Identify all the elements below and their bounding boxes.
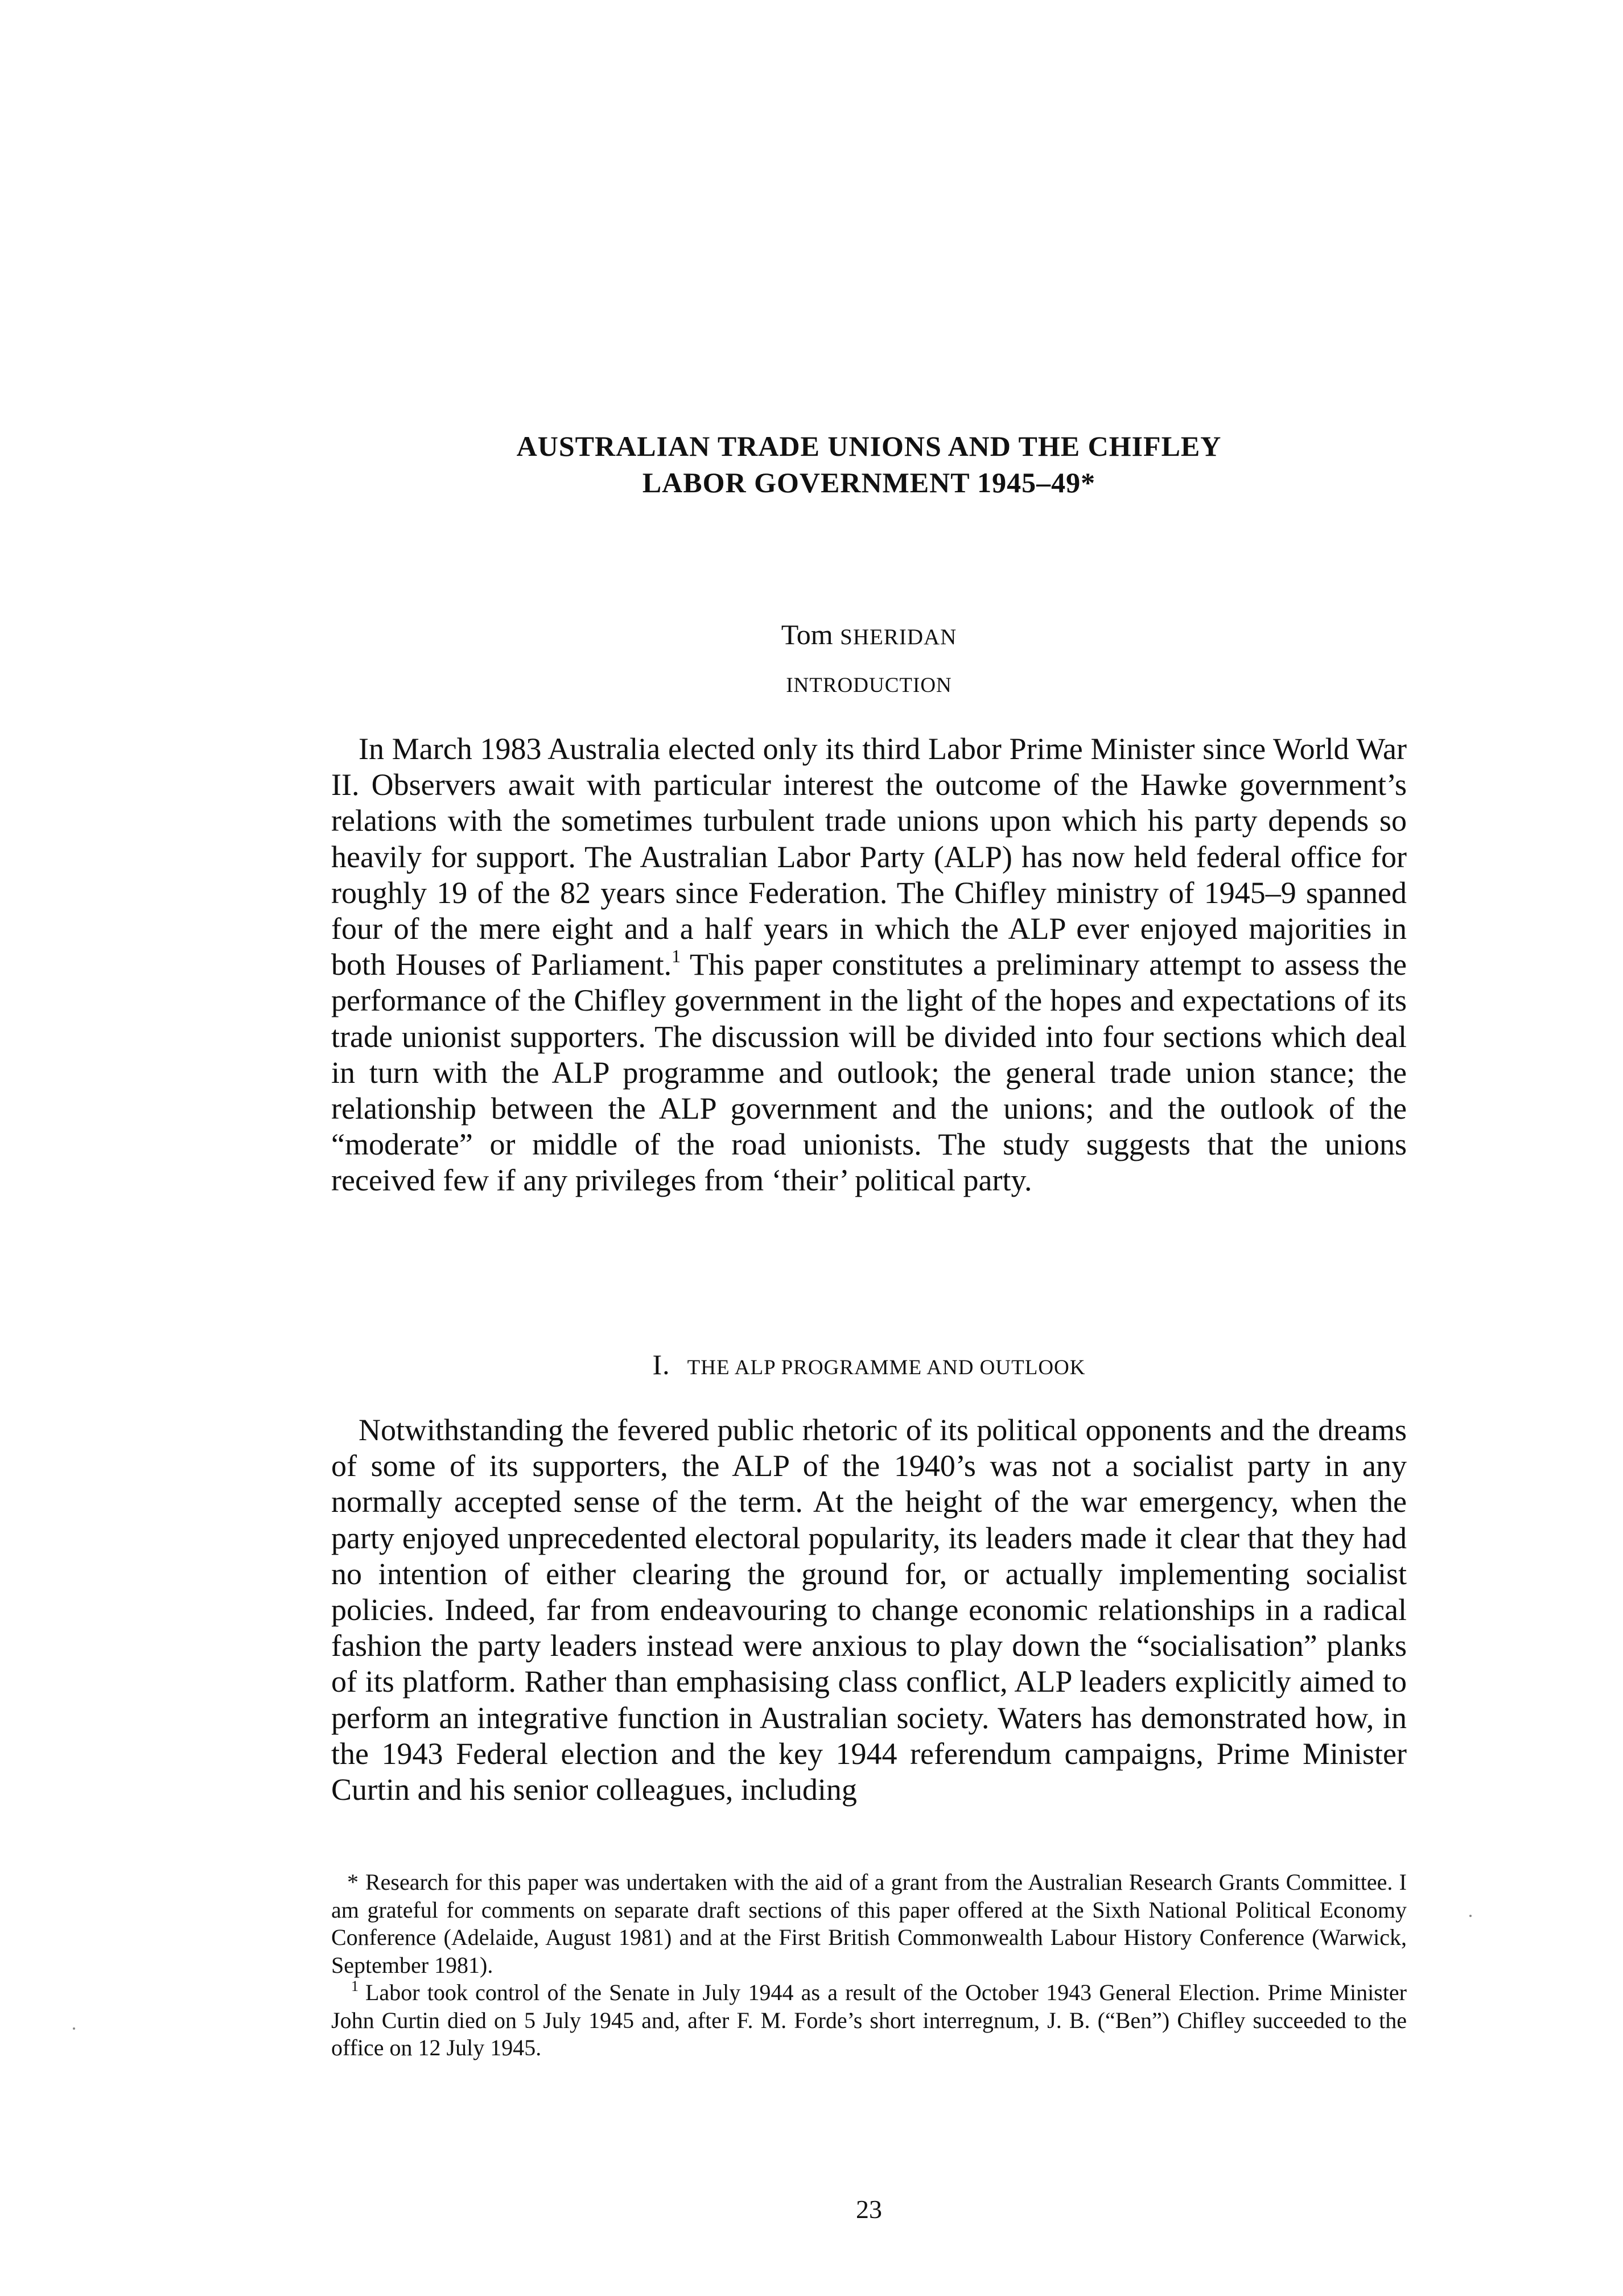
footnote-marker bbox=[331, 1979, 365, 2007]
footnote-1 bbox=[331, 1979, 1407, 2062]
footnote-text: Labor took control of the Senate in July 1944 as a result of the October 1943 General Election. Prime Minister John Curtin died on 5 July 1945 and, after F. M. Forde’s short interregnum, J. B. (“Ben”) Chifley succeeded to the office on 12 July 1945. bbox=[331, 1980, 1407, 2060]
scan-speck bbox=[1469, 1915, 1472, 1917]
section-number: I. bbox=[652, 1349, 670, 1380]
title-line-2: LABOR GOVERNMENT 1945–49* bbox=[642, 467, 1096, 498]
footnote-marker: * bbox=[347, 1869, 359, 1895]
section-1-text: Notwithstanding the fevered public rhetoric of its political opponents and the dreams of some of its supporters, the ALP of the 1940’s was not a socialist party in any normally accepted sense of the term. At the height of the war emergency, when the party enjoyed unprecedented electoral popularity, its leaders made it clear that they had no intention of either clearing the ground for, or actually implementing socialist policies. Indeed, far from endeavouring to change economic relationships in a radical fashion the party leaders instead were anxious to play down the “socialisation” planks of its platform. Rather than emphasising class conflict, ALP leaders explicitly aimed to perform an integrative function in Australian society. Waters has demonstrated how, in the 1943 Federal election and the key 1944 referendum campaigns, Prime Minister Curtin and his senior colleagues, including bbox=[331, 1413, 1407, 1807]
introduction-heading: INTRODUCTION bbox=[786, 674, 952, 697]
author-first-name: Tom bbox=[781, 619, 841, 650]
footnote-ref-1[interactable]: 1 bbox=[672, 946, 681, 967]
footnote-asterisk bbox=[331, 1869, 1407, 1979]
article-title bbox=[331, 428, 1407, 501]
author-last-name: SHERIDAN bbox=[840, 625, 957, 649]
scan-speck bbox=[73, 2027, 75, 2030]
section-1-heading bbox=[331, 1349, 1407, 1384]
section-1-paragraph bbox=[331, 1412, 1407, 1808]
footnote-marker-sup: 1 bbox=[351, 1978, 359, 1994]
footnote-text: Research for this paper was undertaken with the aid of a grant from the Australian Research Grants Committee. I am grateful for comments on separate draft sections of this paper offered at the Sixth National Political Economy Conference (Adelaide, August 1981) and at the First British Commonwealth Labour History Conference (Warwick, September 1981). bbox=[331, 1869, 1407, 1978]
page-number: 23 bbox=[856, 2195, 882, 2224]
introduction-paragraph bbox=[331, 731, 1407, 1199]
intro-text-part-1: In March 1983 Australia elected only its third Labor Prime Minister since World War II. Observers await with particular interest the outcome of the Hawke government’s relations with the sometimes turbulent trade unions upon which his party depends so heavily for support. The Australian Labor Party (ALP) has now held federal office for roughly 19 of the 82 years since Federation. The Chifley ministry of 1945–9 spanned four of the mere eight and a half years in which the ALP ever enjoyed majorities in both Houses of Parliament. bbox=[331, 732, 1407, 982]
title-line-1: AUSTRALIAN TRADE UNIONS AND THE CHIFLEY bbox=[516, 430, 1222, 462]
intro-text-part-2: This paper constitutes a preliminary attempt to assess the performance of the Chifley government in the light of the hopes and expectations of its trade unionist supporters. The discussion will be divided into four sections which deal in turn with the ALP programme and outlook; the general trade union stance; the relationship between the ALP government and the unions; and the outlook of the “moderate” or middle of the road unionists. The study suggests that the unions received few if any privileges from ‘their’ political party. bbox=[331, 947, 1407, 1198]
section-title: THE ALP PROGRAMME AND OUTLOOK bbox=[687, 1356, 1086, 1379]
author-name bbox=[331, 617, 1407, 654]
footnotes bbox=[331, 1869, 1407, 2062]
